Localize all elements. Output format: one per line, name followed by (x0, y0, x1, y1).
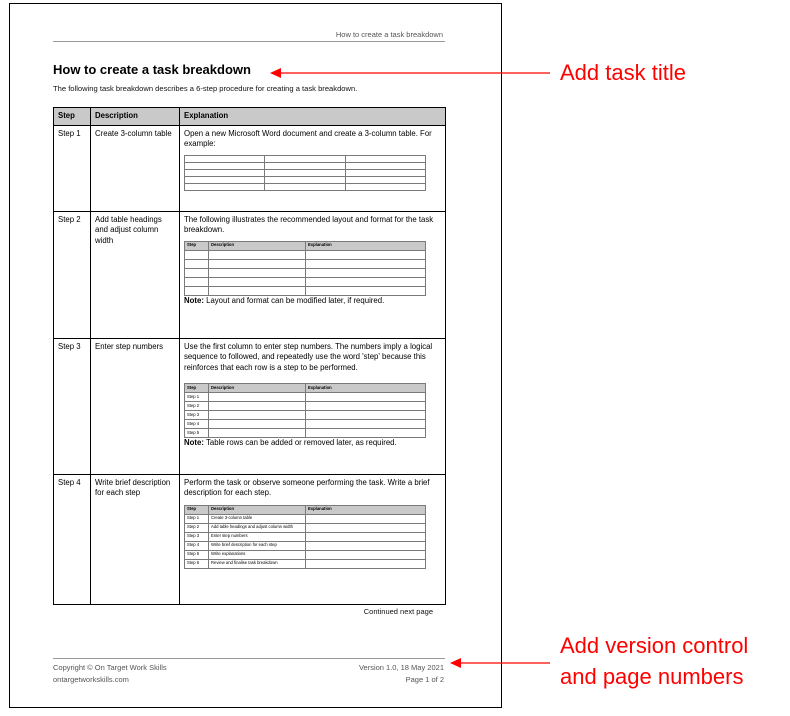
explanation-text: The following illustrates the recommended layout and format for the task breakdown. (184, 214, 434, 235)
table-row (54, 211, 446, 338)
description-cell: Add table headings and adjust column width (91, 211, 180, 338)
table-row (54, 474, 446, 604)
explanation-cell (180, 125, 446, 211)
table-row (54, 338, 446, 474)
version-annotation-line2: and page numbers (560, 663, 744, 689)
table-row (54, 125, 446, 211)
example-blank-table (184, 155, 426, 191)
step-cell: Step 2 (54, 211, 91, 338)
explanation-cell (180, 338, 446, 474)
page-header (53, 29, 445, 42)
step-cell: Step 4 (54, 474, 91, 604)
table-header-row (54, 108, 446, 126)
version-annotation (560, 631, 748, 693)
explanation-text: Use the first column to enter step numbers. The numbers imply a logical sequence to followed, and repeatedly use the word 'step' because this reinforces that each row is a step to be performed. (184, 341, 433, 372)
example-filled-table: Step Description Explanation Step 1 Create 3-column table Step 2 Add table headings and adjust column width Step 3 Enter step numbers Step 4 Write brief description for each step Step 5 Write explanations Step 6 Review and finalise task breakdown (184, 505, 426, 569)
description-cell: Create 3-column table (91, 125, 180, 211)
website-text: ontargetworkskills.com (53, 675, 129, 684)
header-explanation: Explanation (180, 108, 446, 126)
description-cell: Enter step numbers (91, 338, 180, 474)
version-arrow (450, 654, 555, 672)
document-title: How to create a task breakdown (53, 62, 251, 77)
example-step-table: Step Description Explanation Step 1 Step 2 Step 3 Step 4 Step 5 (184, 383, 426, 438)
note-text: Note: Layout and format can be modified later, if required. (184, 295, 385, 305)
page-footer (53, 658, 445, 684)
version-text: Version 1.0, 18 May 2021 (358, 663, 444, 672)
title-arrow (270, 64, 555, 82)
running-title: How to create a task breakdown (335, 30, 443, 39)
step-cell: Step 1 (54, 125, 91, 211)
title-annotation: Add task title (560, 60, 686, 85)
task-breakdown-table (53, 107, 446, 605)
step-cell: Step 3 (54, 338, 91, 474)
description-cell: Write brief description for each step (91, 474, 180, 604)
intro-text: The following task breakdown describes a 6-step procedure for creating a task breakdown. (53, 84, 358, 93)
explanation-text: Open a new Microsoft Word document and create a 3-column table. For example: (184, 128, 432, 149)
page-number: Page 1 of 2 (405, 675, 444, 684)
explanation-text: Perform the task or observe someone performing the task. Write a brief description for each step. (184, 477, 430, 498)
explanation-cell (180, 211, 446, 338)
version-annotation-line1: Add version control (560, 633, 749, 658)
example-headed-table: Step Description Explanation (184, 241, 426, 296)
continued-note: Continued next page (363, 607, 433, 616)
copyright-text: Copyright © On Target Work Skills (53, 663, 167, 672)
explanation-cell (180, 474, 446, 604)
header-description: Description (91, 108, 180, 126)
note-text: Note: Table rows can be added or removed later, as required. (184, 438, 397, 448)
header-step: Step (54, 108, 91, 126)
